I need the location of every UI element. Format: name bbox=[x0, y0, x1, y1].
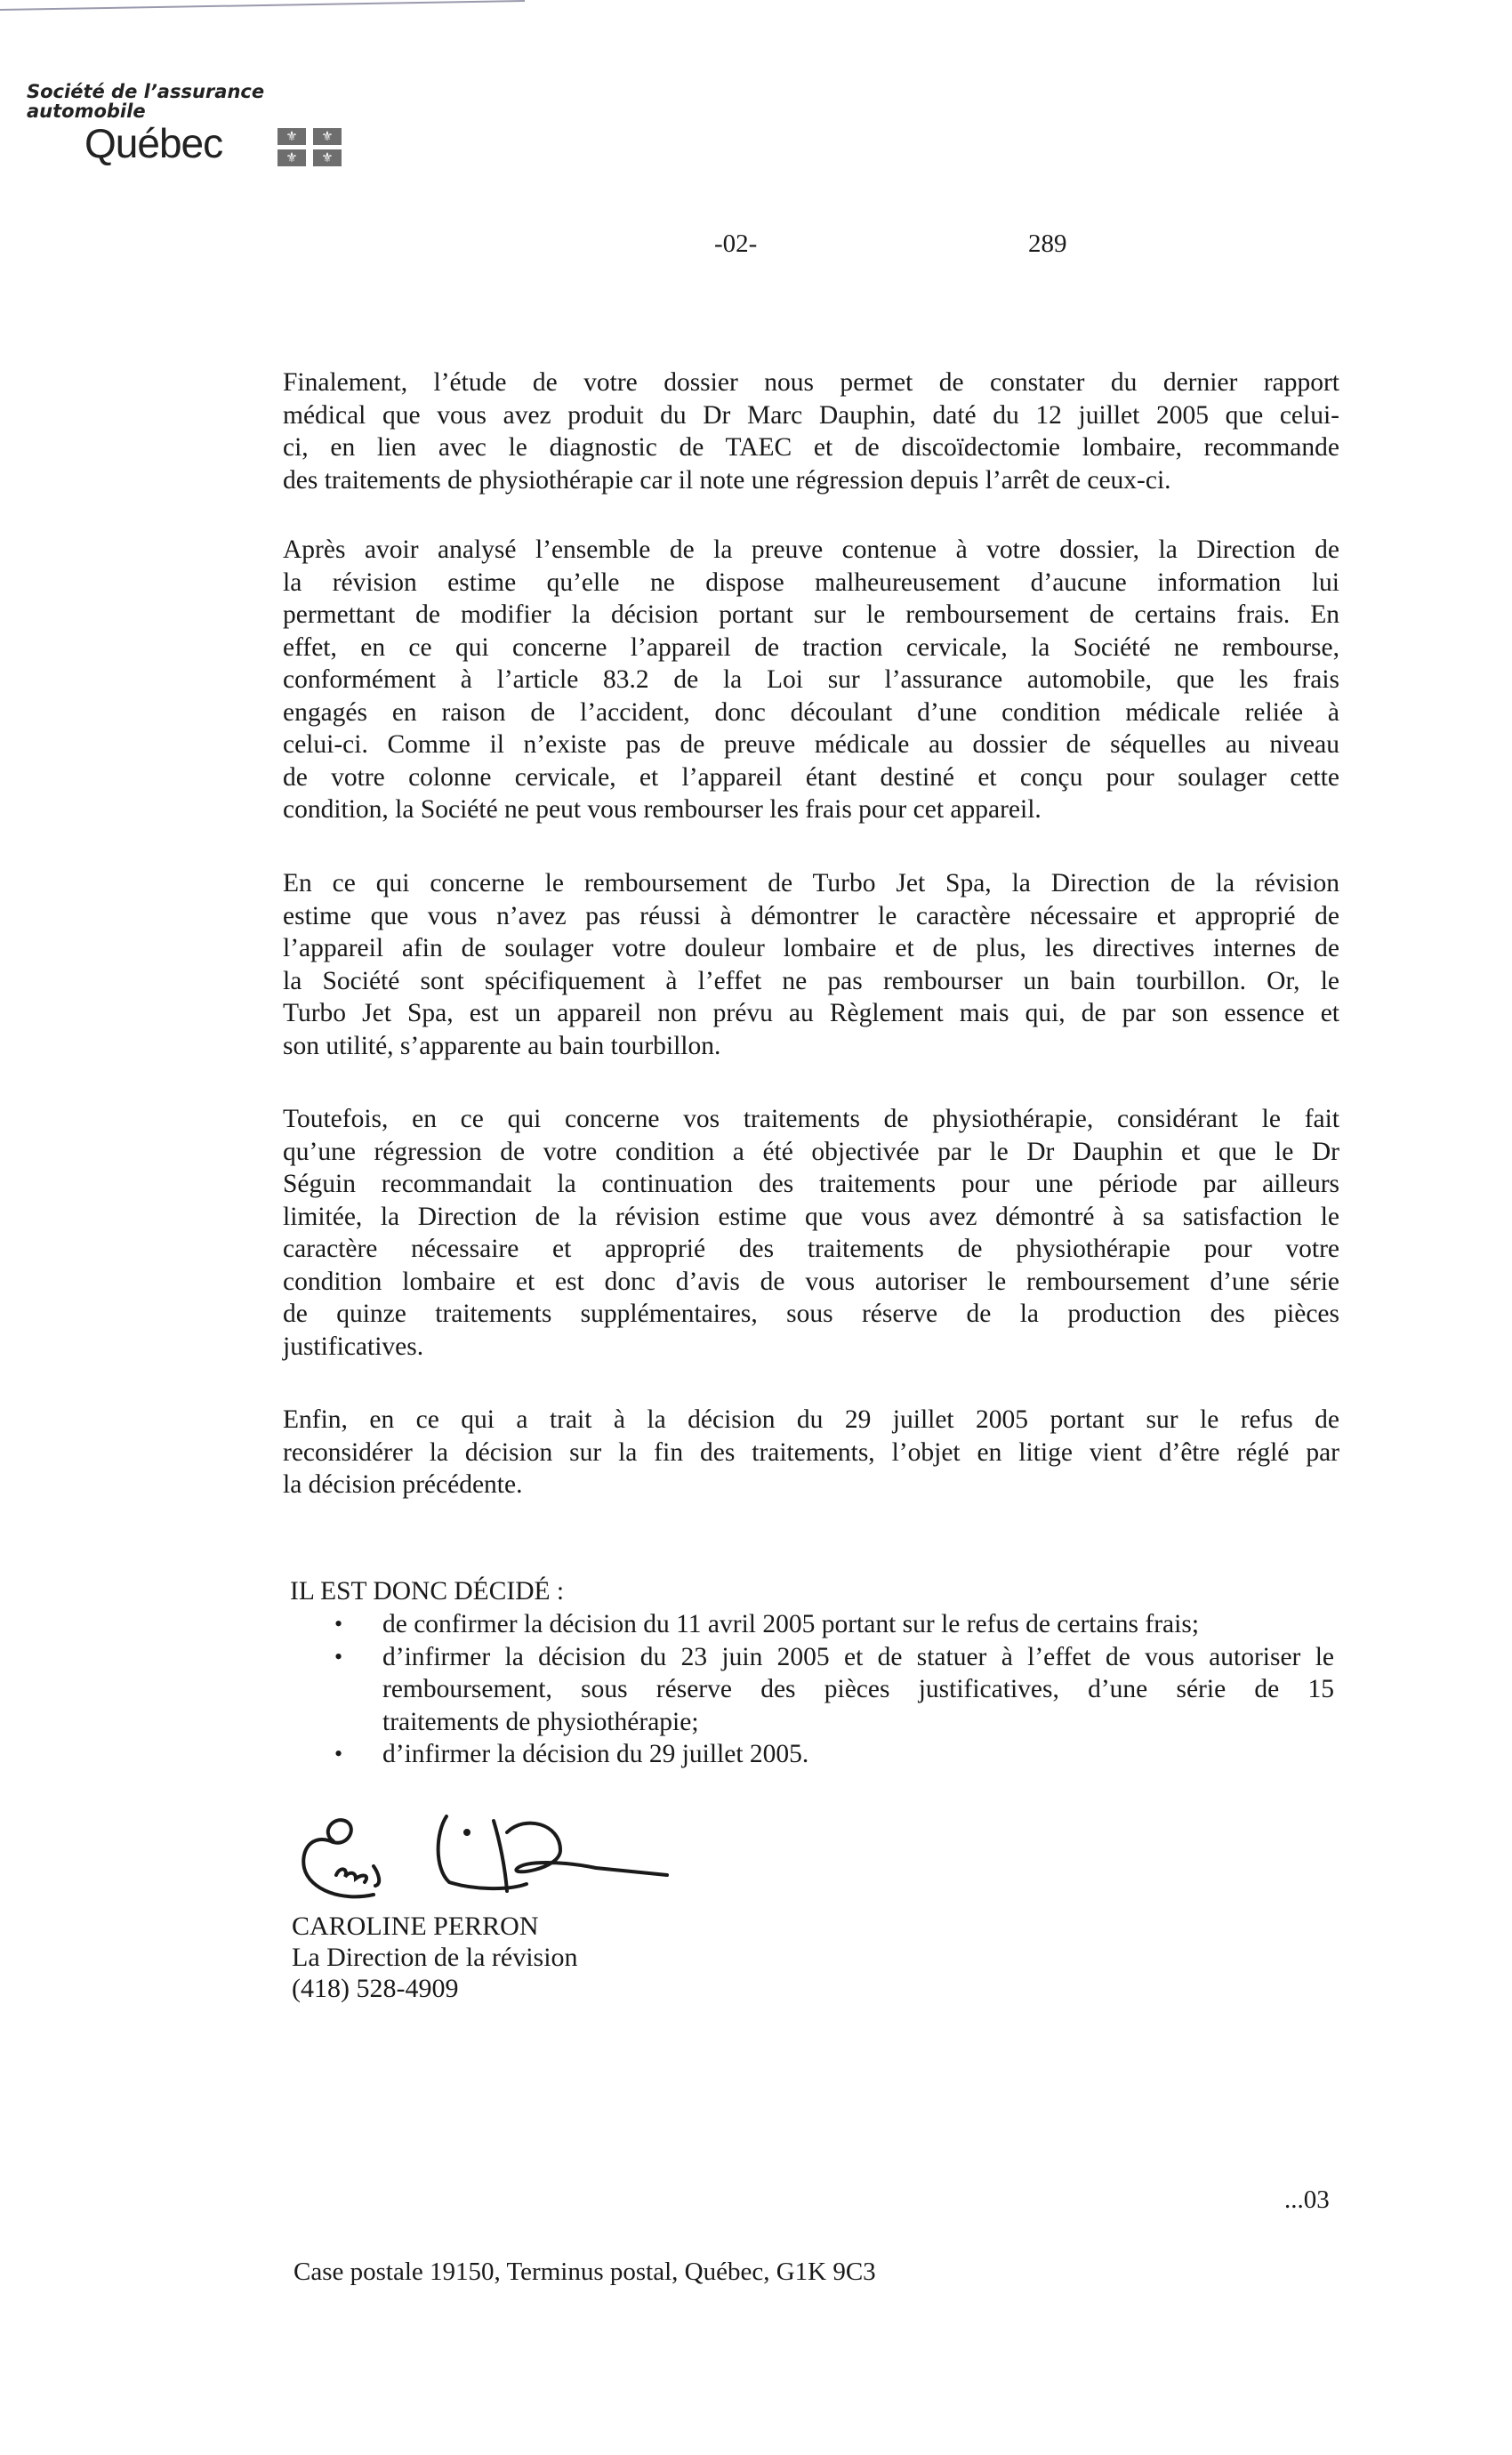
text-line: limitée, la Direction de la révision estime que vous avez démontré à sa satisfaction le bbox=[283, 1202, 1339, 1231]
text-line: la Société sont spécifiquement à l’effet ne pas rembourser un bain tourbillon. Or, le bbox=[283, 966, 1339, 995]
bullet-icon: • bbox=[334, 1643, 343, 1670]
text-line: permettant de modifier la décision portant sur le remboursement de certains frais. En bbox=[283, 600, 1339, 629]
decision-item bbox=[302, 1608, 1334, 1641]
text-line: de votre colonne cervicale, et l’appareil étant destiné et conçu pour soulager cette bbox=[283, 762, 1339, 792]
paragraph-2 bbox=[283, 534, 1339, 826]
page-marker: -02- bbox=[714, 229, 758, 258]
text-line: celui-ci. Comme il n’existe pas de preuve médicale au dossier de séquelles au niveau bbox=[283, 730, 1339, 759]
fleur-de-lis-icon: ⚜ bbox=[277, 128, 306, 145]
text-line: condition lombaire et est donc d’avis de vous autoriser le remboursement d’une série bbox=[283, 1267, 1339, 1296]
fleur-de-lis-icon: ⚜ bbox=[277, 149, 306, 166]
scan-edge-line bbox=[0, 0, 534, 12]
text-line: Séguin recommandait la continuation des traitements pour une période par ailleurs bbox=[283, 1170, 1339, 1198]
text-line: Finalement, l’étude de votre dossier nous permet de constater du dernier rapport bbox=[283, 368, 1339, 397]
text-line: l’appareil afin de soulager votre douleur lombaire et de plus, les directives internes de bbox=[283, 934, 1339, 962]
text-line: justificatives. bbox=[283, 1332, 424, 1361]
signature-block bbox=[292, 1911, 578, 2004]
text-line: reconsidérer la décision sur la fin des traitements, l’objet en litige vient d’être réglé par bbox=[283, 1437, 1339, 1467]
logo-org-line2: automobile bbox=[27, 101, 146, 122]
text-line: des traitements de physiothérapie car il note une régression depuis l’arrêt de ceux-ci. bbox=[283, 465, 1171, 495]
paragraph-3 bbox=[283, 867, 1339, 1062]
paragraph-5 bbox=[283, 1404, 1339, 1501]
text-line: Turbo Jet Spa, est un appareil non prévu au Règlement mais qui, de par son essence et bbox=[283, 999, 1339, 1027]
bullet-icon: • bbox=[334, 1611, 343, 1637]
continued-marker: ...03 bbox=[1284, 2185, 1330, 2214]
postal-address: Case postale 19150, Terminus postal, Québec, G1K 9C3 bbox=[294, 2258, 876, 2286]
signer-name: CAROLINE PERRON bbox=[292, 1912, 539, 1941]
decision-item bbox=[302, 1641, 1334, 1739]
reference-number: 289 bbox=[1028, 229, 1067, 258]
text-line: remboursement, sous réserve des pièces justificatives, d’une série de 15 bbox=[382, 1675, 1334, 1703]
text-line: son utilité, s’apparente au bain tourbillon. bbox=[283, 1031, 721, 1060]
text-line: Enfin, en ce qui a trait à la décision du 29 juillet 2005 portant sur le refus de bbox=[283, 1405, 1339, 1434]
text-line: qu’une régression de votre condition a été objectivée par le Dr Dauphin et que le Dr bbox=[283, 1137, 1339, 1166]
bullet-icon: • bbox=[334, 1741, 343, 1767]
text-line: condition, la Société ne peut vous rembourser les frais pour cet appareil. bbox=[283, 795, 1042, 824]
fleur-de-lis-icon: ⚜ bbox=[313, 128, 342, 145]
text-line: caractère nécessaire et approprié des traitements de physiothérapie pour votre bbox=[283, 1235, 1339, 1263]
text-line: de quinze traitements supplémentaires, sous réserve de la production des pièces bbox=[283, 1300, 1339, 1328]
text-line: traitements de physiothérapie; bbox=[382, 1707, 699, 1736]
text-line: Après avoir analysé l’ensemble de la preuve contenue à votre dossier, la Direction de bbox=[283, 535, 1339, 564]
text-line: Toutefois, en ce qui concerne vos traitements de physiothérapie, considérant le fait bbox=[283, 1105, 1339, 1133]
logo-quebec-wordmark: Québec bbox=[84, 120, 223, 166]
text-line: En ce qui concerne le remboursement de Turbo Jet Spa, la Direction de la révision bbox=[283, 869, 1339, 897]
text-line: estime que vous n’avez pas réussi à démontrer le caractère nécessaire et approprié de bbox=[283, 901, 1339, 930]
handwritten-signature bbox=[294, 1806, 712, 1904]
decision-title: IL EST DONC DÉCIDÉ : bbox=[290, 1577, 565, 1606]
text-line: d’infirmer la décision du 23 juin 2005 et de statuer à l’effet de vous autoriser le bbox=[382, 1642, 1334, 1671]
text-line: ci, en lien avec le diagnostic de TAEC et de discoïdectomie lombaire, recommande bbox=[283, 433, 1339, 462]
fleur-de-lis-icon: ⚜ bbox=[313, 149, 342, 166]
text-line: la révision estime qu’elle ne dispose malheureusement d’aucune information lui bbox=[283, 567, 1339, 597]
logo-org-line1: Société de l’assurance bbox=[27, 81, 265, 102]
saaq-logo bbox=[27, 82, 347, 171]
text-line: médical que vous avez produit du Dr Marc Dauphin, daté du 12 juillet 2005 que celui- bbox=[283, 400, 1339, 430]
text-line: engagés en raison de l’accident, donc découlant d’une condition médicale reliée à bbox=[283, 697, 1339, 727]
signer-department: La Direction de la révision bbox=[292, 1943, 578, 1972]
text-line: d’infirmer la décision du 29 juillet 2005. bbox=[382, 1740, 809, 1768]
signer-phone: (418) 528-4909 bbox=[292, 1974, 459, 2003]
paragraph-4 bbox=[283, 1103, 1339, 1363]
text-line: conformément à l’article 83.2 de la Loi sur l’assurance automobile, que les frais bbox=[283, 665, 1339, 694]
text-line: la décision précédente. bbox=[283, 1470, 523, 1499]
decision-item bbox=[302, 1738, 1334, 1771]
fleur-de-lis-flag-icon bbox=[277, 128, 345, 167]
decision-list bbox=[302, 1608, 1334, 1771]
text-line: effet, en ce qui concerne l’appareil de traction cervicale, la Société ne rembourse, bbox=[283, 632, 1339, 662]
text-line: de confirmer la décision du 11 avril 2005 portant sur le refus de certains frais; bbox=[382, 1610, 1200, 1638]
paragraph-1 bbox=[283, 366, 1339, 496]
